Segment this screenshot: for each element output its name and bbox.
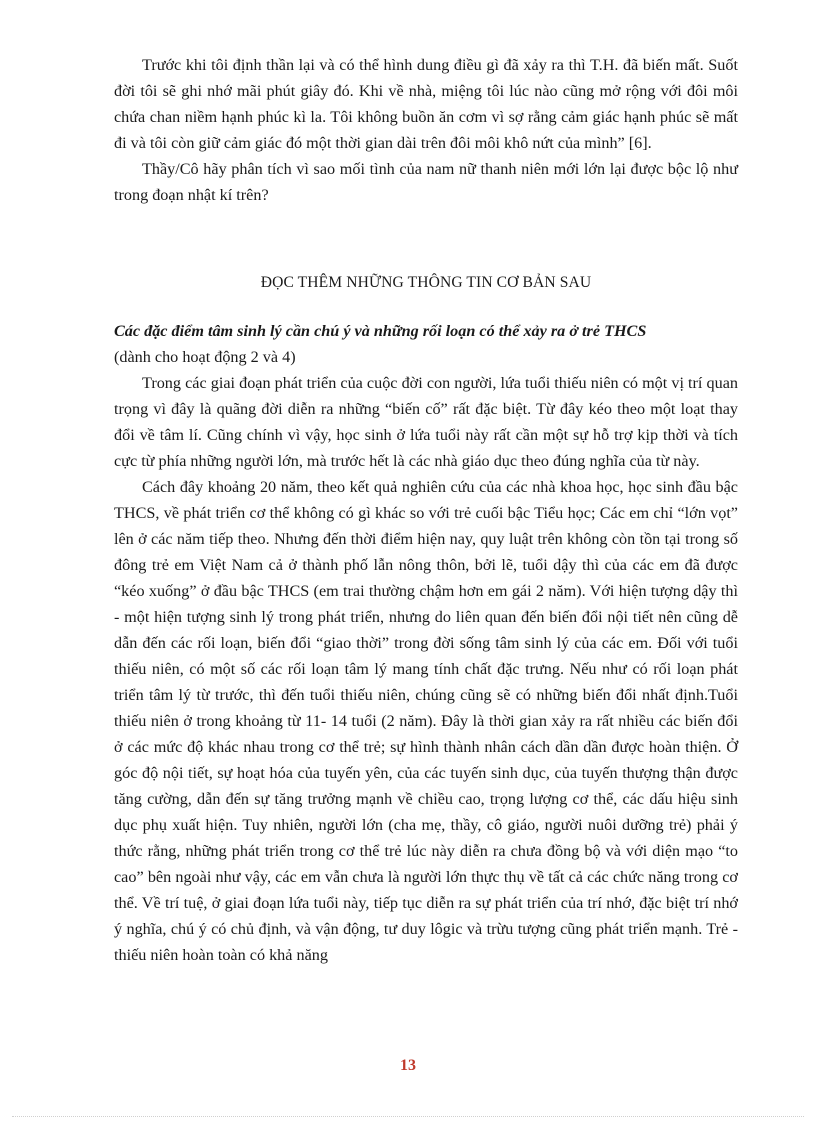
question-paragraph: Thầy/Cô hãy phân tích vì sao mối tình của nam nữ thanh niên mới lớn lại được bộc lộ như trong đoạn nhật kí trên? (114, 160, 738, 204)
page-number: 13 (400, 1057, 416, 1074)
section-title: Các đặc điểm tâm sinh lý cần chú ý và những rối loạn có thể xảy ra ở trẻ THCS (114, 322, 647, 340)
diary-quote-paragraph: Trước khi tôi định thần lại và có thể hình dung điều gì đã xảy ra thì T.H. đã biến mất. Suốt đời tôi sẽ ghi nhớ mãi phút giây đó. Khi về nhà, miệng tôi lúc nào cũng mở rộng với đôi môi chứa chan niềm hạnh phúc kì la. Tôi không buồn ăn cơm vì sợ rằng cảm giác hạnh phúc sẽ mất đi và tôi còn giữ cảm giác đó một thời gian dài trên đôi môi khô nứt của mình” [6]. (114, 56, 738, 152)
page-bottom-divider (12, 1116, 804, 1117)
body-paragraph-2: Cách đây khoảng 20 năm, theo kết quả nghiên cứu của các nhà khoa học, học sinh đầu bậc THCS, về phát triển cơ thể không có gì khác so với trẻ cuối bậc Tiểu học; Các em chỉ “lớn vọt” lên ở các năm tiếp theo. Nhưng đến thời điểm hiện nay, quy luật trên không còn tồn tại trong số đông trẻ em Việt Nam cả ở thành phố lẫn nông thôn, bởi lẽ, tuổi dậy thì của các em đã được “kéo xuống” ở đầu bậc THCS (em trai thường chậm hơn em gái 2 năm). Với hiện tượng dậy thì - một hiện tượng sinh lý trong phát triển, nhưng do liên quan đến biến đổi nội tiết nên cũng dễ dẫn đến các rối loạn, biến đổi “giao thời” trong đời sống tâm sinh lý của các em. Đối với tuổi thiếu niên, có một số các rối loạn tâm lý mang tính chất đặc trưng. Nếu như có rối loạn phát triển tâm lý từ trước, thì đến tuổi thiếu niên, chúng cũng sẽ có những biến đổi nhất định.Tuổi thiếu niên ở trong khoảng từ 11- 14 tuổi (2 năm). Đây là thời gian xảy ra rất nhiều các biến đổi ở các mức độ khác nhau trong cơ thể trẻ; sự hình thành nhân cách dần dần được hoàn thiện. Ở góc độ nội tiết, sự hoạt hóa của tuyến yên, của các tuyến sinh dục, của tuyến thượng thận được tăng cường, dẫn đến sự tăng trưởng mạnh về chiều cao, trọng lượng cơ thể, các dấu hiệu sinh dục phụ xuất hiện. Tuy nhiên, người lớn (cha mẹ, thầy, cô giáo, người nuôi dưỡng trẻ) phải ý thức rằng, những phát triển trong cơ thể trẻ lúc này diễn ra chưa đồng bộ và với diện mạo “to cao” bên ngoài như vậy, các em vẫn chưa là người lớn thực thụ về tất cả các chức năng trong cơ thể. Về trí tuệ, ở giai đoạn lứa tuổi này, tiếp tục diễn ra sự phát triển của trí nhớ, đặc biệt trí nhớ ý nghĩa, chú ý có chủ định, và vận động, tư duy lôgic và trừu tượng cũng phát triển mạnh. Trẻ - thiếu niên hoàn toàn có khả năng (114, 478, 738, 964)
section-note: (dành cho hoạt động 2 và 4) (114, 348, 296, 366)
document-page (114, 52, 738, 968)
body-paragraph-1: Trong các giai đoạn phát triển của cuộc đời con người, lứa tuổi thiếu niên có một vị trí quan trọng vì đây là quãng đời diễn ra những “biến cố” rất đặc biệt. Từ đây kéo theo một loạt thay đổi về tâm lí. Cũng chính vì vậy, học sinh ở lứa tuổi này rất cần một sự hỗ trợ kịp thời và tích cực từ phía những người lớn, mà trước hết là các nhà giáo dục theo đúng nghĩa của từ này. (114, 374, 738, 470)
section-heading: ĐỌC THÊM NHỮNG THÔNG TIN CƠ BẢN SAU (260, 274, 592, 291)
